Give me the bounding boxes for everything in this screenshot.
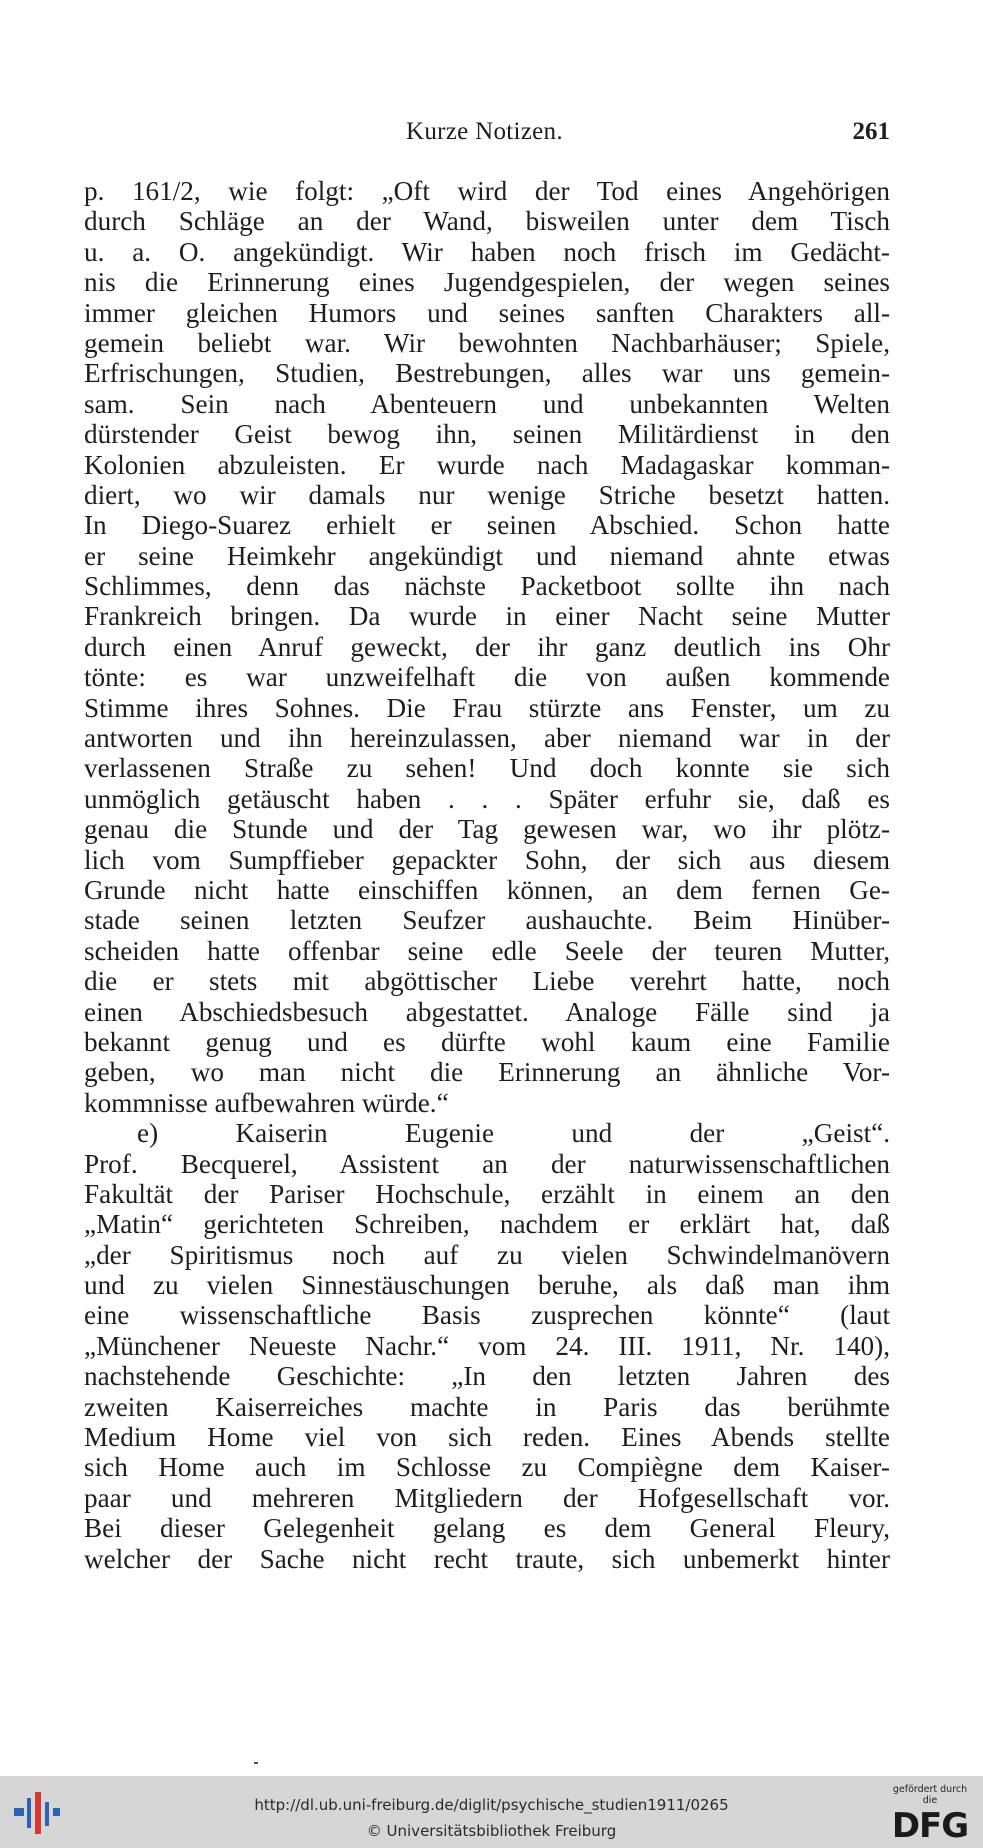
text-line: p. 161/2, wie folgt: „Oft wird der Tod eines Angehörigen: [84, 176, 890, 206]
text-line: Schlimmes, denn das nächste Packetboot sollte ihn nach: [84, 571, 890, 602]
page-number: 261: [852, 118, 890, 145]
text-line: Fakultät der Pariser Hochschule, erzählt in einem an den: [84, 1178, 890, 1209]
text-line: lich vom Sumpffieber gepackter Sohn, der sich aus diesem: [84, 844, 890, 875]
dfg-funded-label: gefördert durch die: [892, 1784, 968, 1806]
text-line: immer gleichen Humors und seines sanften Charakters all-: [84, 297, 890, 328]
text-line: scheiden hatte offenbar seine edle Seele der teuren Mutter,: [84, 935, 890, 966]
text-line: Kolonien abzuleisten. Er wurde nach Madagaskar komman-: [84, 449, 890, 480]
text-line: In Diego-Suarez erhielt er seinen Abschied. Schon hatte: [84, 510, 890, 541]
text-line: Prof. Becquerel, Assistent an der naturwissenschaftlichen: [84, 1148, 890, 1179]
text-line: zweiten Kaiserreiches machte in Paris das berühmte: [84, 1391, 890, 1422]
text-line: „der Spiritismus noch auf zu vielen Schwindelmanövern: [84, 1239, 890, 1270]
text-line: diert, wo wir damals nur wenige Striche besetzt hatten.: [84, 479, 890, 510]
text-line: verlassenen Straße zu sehen! Und doch konnte sie sich: [84, 753, 890, 784]
text-line: Medium Home viel von sich reden. Eines Abends stellte: [84, 1422, 890, 1453]
text-line: dürstender Geist bewog ihn, seinen Militärdienst in den: [84, 419, 890, 450]
text-line: kommnisse aufbewahren würde.“: [84, 1087, 449, 1118]
text-line: welcher der Sache nicht recht traute, sich unbemerkt hinter: [84, 1543, 890, 1574]
text-line: nis die Erinnerung eines Jugendgespielen, der wegen seines: [84, 267, 890, 298]
text-body: [84, 176, 890, 1574]
scan-mark: [254, 1762, 258, 1764]
text-line: durch einen Anruf geweckt, der ihr ganz deutlich ins Ohr: [84, 631, 890, 662]
text-line: Stimme ihres Sohnes. Die Frau stürzte ans Fenster, um zu: [84, 692, 890, 723]
text-line: durch Schläge an der Wand, bisweilen unter dem Tisch: [84, 206, 890, 237]
text-line: „Münchener Neueste Nachr.“ vom 24. III. 1911, Nr. 140),: [84, 1330, 890, 1361]
text-line: antworten und ihn hereinzulassen, aber niemand war in der: [84, 723, 890, 754]
text-line: Grunde nicht hatte einschiffen können, an dem fernen Ge-: [84, 874, 890, 905]
text-line: stade seinen letzten Seufzer aushauchte. Beim Hinüber-: [84, 905, 890, 936]
text-line: bekannt genug und es dürfte wohl kaum eine Familie: [84, 1026, 890, 1057]
text-line: Erfrischungen, Studien, Bestrebungen, alles war uns gemein-: [84, 358, 890, 389]
text-line: und zu vielen Sinnestäuschungen beruhe, als daß man ihm: [84, 1270, 890, 1301]
text-line: sam. Sein nach Abenteuern und unbekannten Welten: [84, 388, 890, 419]
dfg-logo: DFG: [891, 1806, 969, 1846]
copyright-text: © Universitätsbibliothek Freiburg: [366, 1822, 617, 1840]
page-header: [84, 118, 890, 158]
section-heading-line: e) Kaiserin Eugenie und der „Geist“.: [137, 1118, 890, 1149]
text-line: die er stets mit abgöttischer Liebe verehrt hatte, noch: [84, 966, 890, 997]
text-line: u. a. O. angekündigt. Wir haben noch frisch im Gedächt-: [84, 236, 890, 267]
text-line: genau die Stunde und der Tag gewesen war, wo ihr plötz-: [84, 814, 890, 845]
text-line: „Matin“ gerichteten Schreiben, nachdem er erklärt hat, daß: [84, 1209, 890, 1240]
text-line: er seine Heimkehr angekündigt und niemand ahnte etwas: [84, 540, 890, 571]
text-line: eine wissenschaftliche Basis zusprechen könnte“ (laut: [84, 1300, 890, 1331]
text-line: unmöglich getäuscht haben . . . Später erfuhr sie, daß es: [84, 783, 890, 814]
text-line: nachstehende Geschichte: „In den letzten Jahren des: [84, 1361, 890, 1392]
footer-bar: [0, 1776, 983, 1848]
text-line: einen Abschiedsbesuch abgestattet. Analoge Fälle sind ja: [84, 996, 890, 1027]
text-line: sich Home auch im Schlosse zu Compiègne dem Kaiser-: [84, 1452, 890, 1483]
text-line: paar und mehreren Mitgliedern der Hofgesellschaft vor.: [84, 1482, 890, 1513]
text-line: tönte: es war unzweifelhaft die von außen kommende: [84, 662, 890, 693]
text-line: Frankreich bringen. Da wurde in einer Nacht seine Mutter: [84, 601, 890, 632]
dfg-funding-block: [887, 1784, 973, 1844]
text-line: geben, wo man nicht die Erinnerung an ähnliche Vor-: [84, 1057, 890, 1088]
running-title: Kurze Notizen.: [406, 118, 563, 145]
text-line: Bei dieser Gelegenheit gelang es dem General Fleury,: [84, 1513, 890, 1544]
source-url-link[interactable]: http://dl.ub.uni-freiburg.de/diglit/psychische_studien1911/0265: [254, 1796, 729, 1814]
text-line: gemein beliebt war. Wir bewohnten Nachbarhäuser; Spiele,: [84, 327, 890, 358]
